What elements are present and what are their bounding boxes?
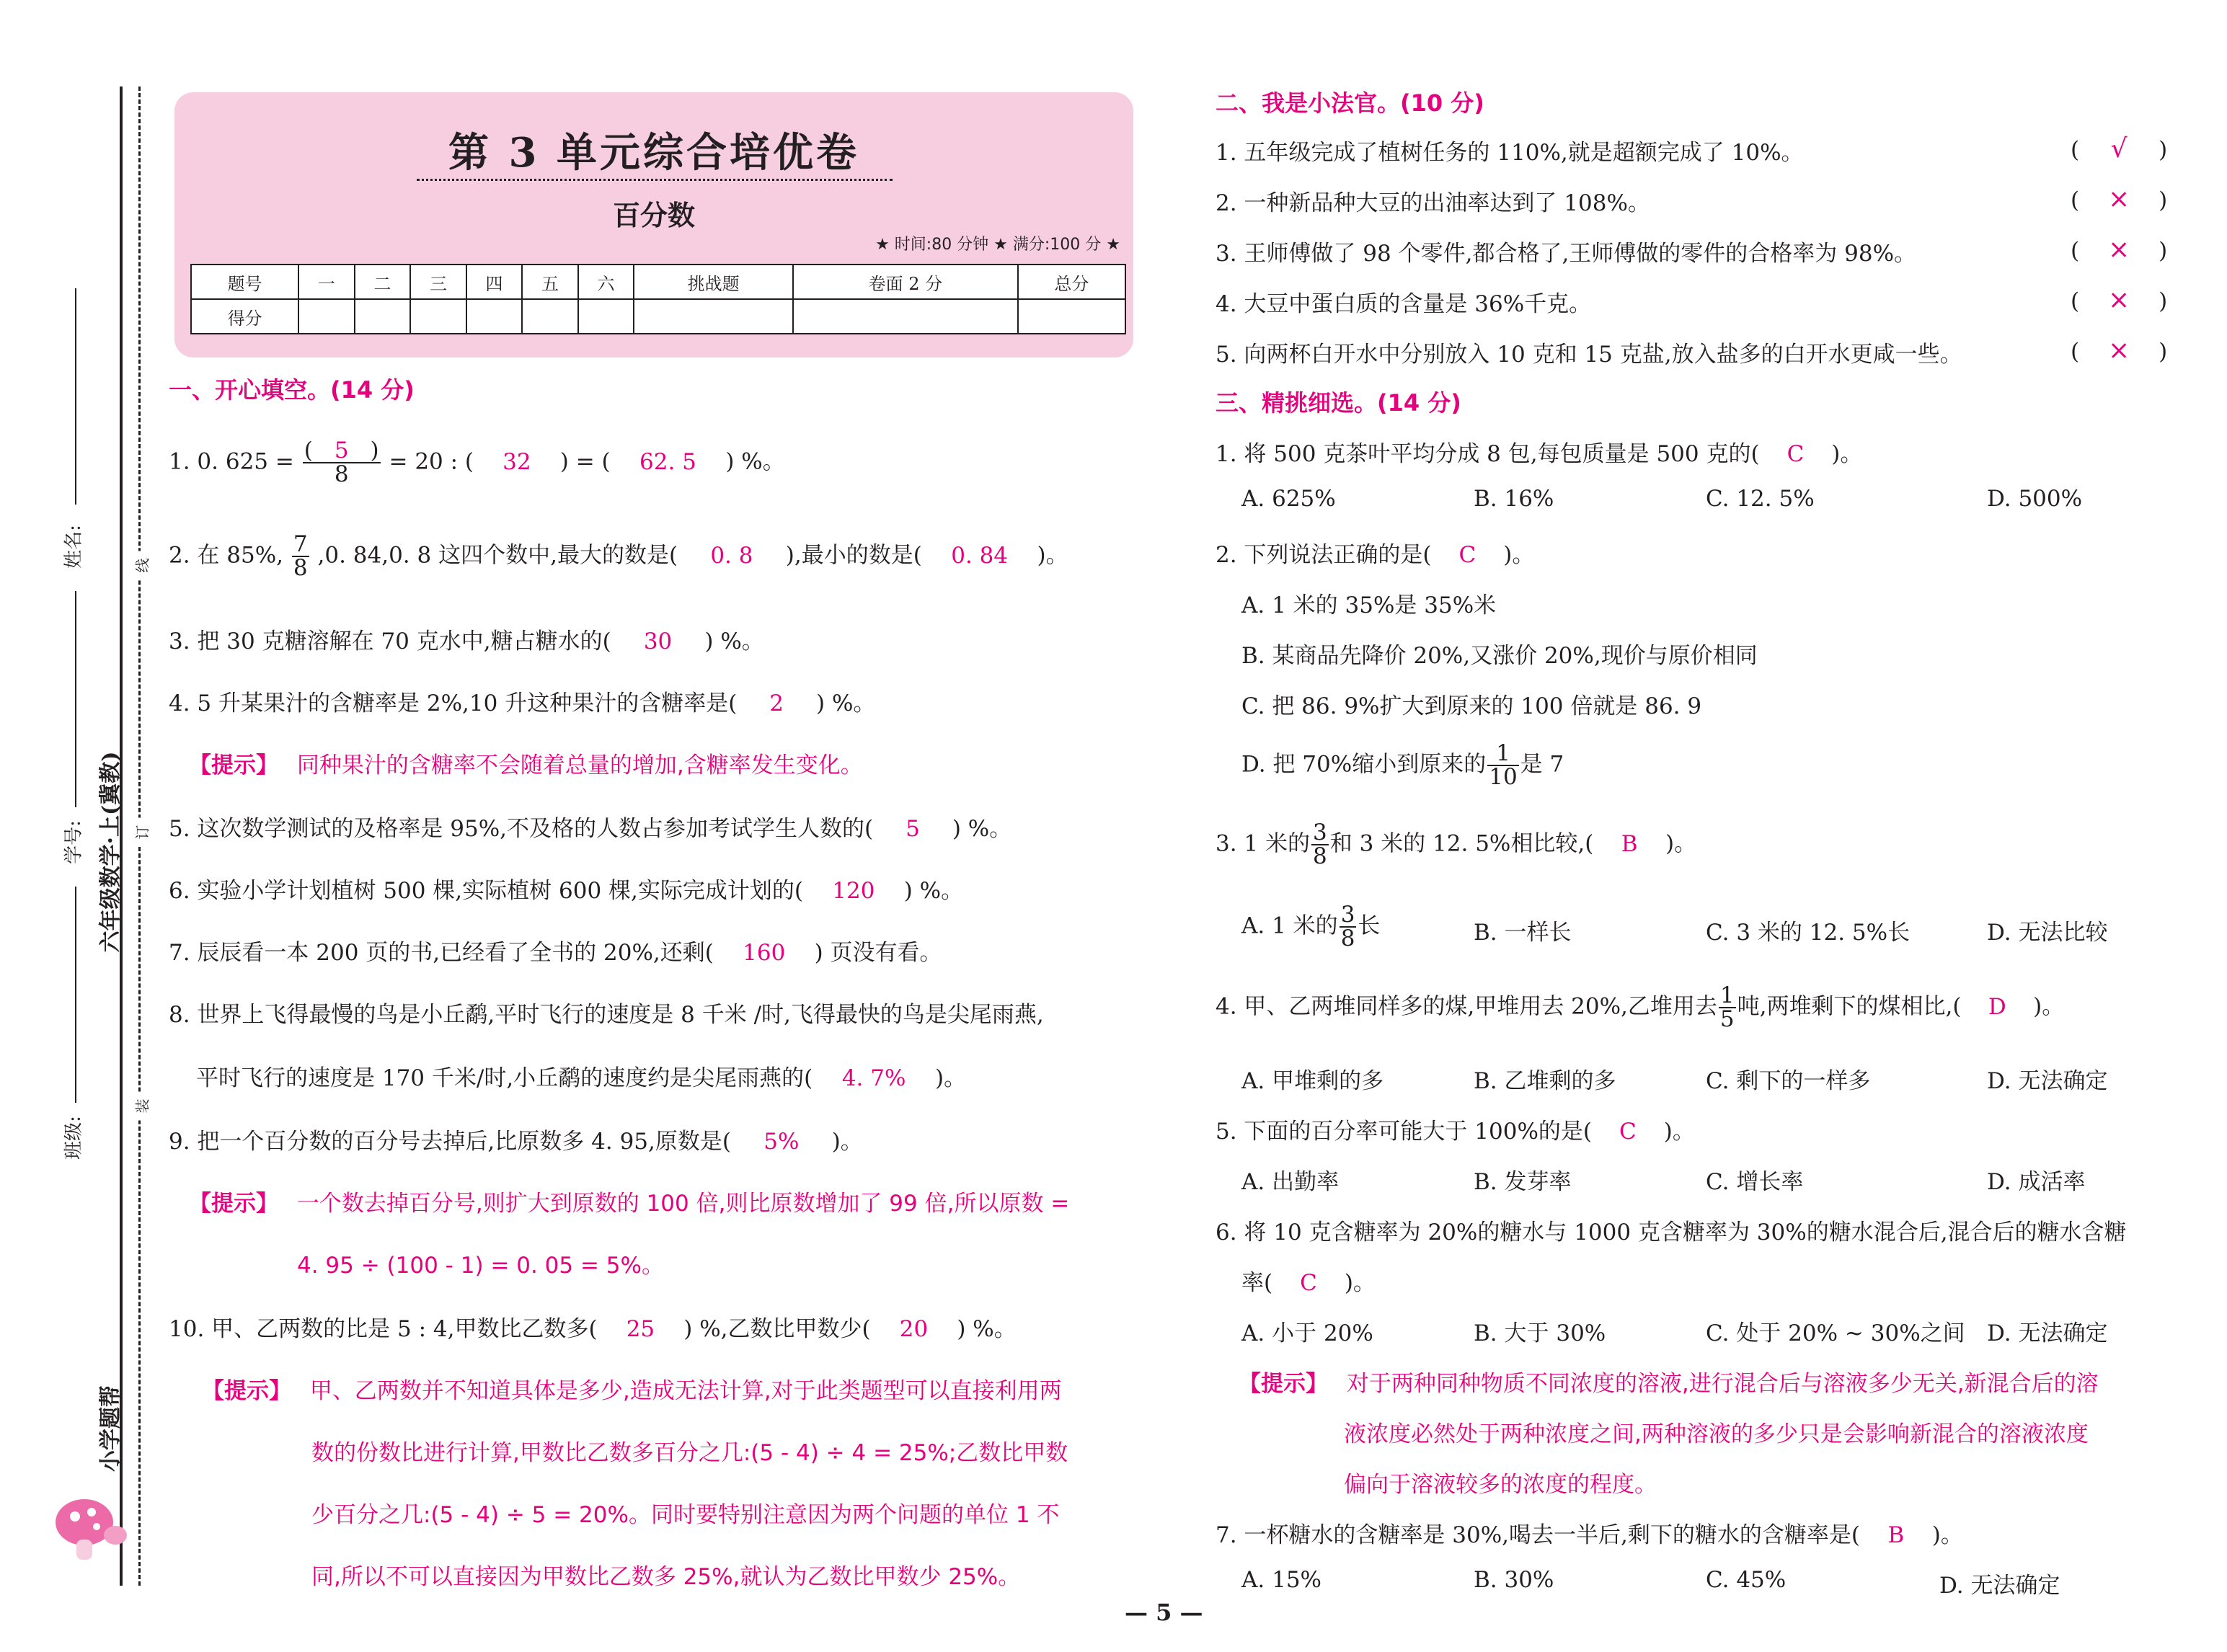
choice-q6-opt-d: D. 无法确定 xyxy=(1987,1320,2108,1346)
answer: 32 xyxy=(502,448,531,475)
number-underline xyxy=(75,591,76,807)
q1-1 xyxy=(169,440,785,486)
q-text: 率( xyxy=(1241,1270,1273,1296)
score-header-cell: 二 xyxy=(355,265,411,299)
fraction: $\frac{1}{5}$ xyxy=(1719,982,1735,1032)
answer: 120 xyxy=(832,878,875,904)
q-text: 和 3 米的 12. 5%相比较,( xyxy=(1329,830,1594,857)
q1-5 xyxy=(169,810,1011,843)
choice-q4-opt-a: A. 甲堆剩的多 xyxy=(1241,1068,1384,1094)
q-text: )。 xyxy=(831,1129,863,1155)
hint-tag: 【提示】 xyxy=(1239,1371,1328,1397)
answer: 20 xyxy=(899,1316,929,1342)
page-title: 第 3 单元综合培优卷 xyxy=(448,129,859,177)
answer: 5 xyxy=(334,438,349,463)
choice-q6-opt-a: A. 小于 20% xyxy=(1241,1320,1373,1346)
judge-item-3 xyxy=(1216,235,1916,267)
choice-q6-line1: 6. 将 10 克含糖率为 20%的糖水与 1000 克含糖率为 30%的糖水混合后,混合后的糖水含糖 xyxy=(1216,1220,2127,1245)
class-underline xyxy=(75,887,76,1103)
choice-q2 xyxy=(1216,536,1534,569)
hint-text: 同种果汁的含糖率不会随着总量的增加,含糖率发生变化。 xyxy=(296,752,863,778)
q-text: ) %。 xyxy=(957,1316,1017,1342)
q-text: ) %。 xyxy=(816,690,876,716)
choice-q5-opt-d: D. 成活率 xyxy=(1987,1169,2086,1195)
choice-q2-opt-c: C. 把 86. 9%扩大到原来的 100 倍就是 86. 9 xyxy=(1241,693,1702,719)
q-text: 4. 大豆中蛋白质的含量是 36%千克。 xyxy=(1216,291,1592,317)
choice-q7-opt-a: A. 15% xyxy=(1241,1567,1321,1593)
page-number: — 5 — xyxy=(1125,1599,1203,1626)
answer: 5% xyxy=(763,1129,800,1155)
hint-10-line4: 同,所以不可以直接因为甲数比乙数多 25%,就认为乙数比甲数少 25%。 xyxy=(311,1564,1021,1590)
section-3-title: 三、精挑细选。(14 分) xyxy=(1216,389,1461,417)
q-text: ) 页没有看。 xyxy=(814,940,942,966)
class-label: 班级: xyxy=(63,1116,85,1160)
choice-q7-opt-b: B. 30% xyxy=(1474,1567,1554,1593)
q1-2 xyxy=(169,533,1068,579)
section-2-title: 二、我是小法官。(10 分) xyxy=(1216,89,1484,117)
seal-mark-2: 订 xyxy=(131,818,152,847)
q-text: )。 xyxy=(1503,542,1535,568)
q-text: 3. 王师傅做了 98 个零件,都合格了,王师傅做的零件的合格率为 98%。 xyxy=(1216,241,1917,267)
q-text: 1. 0. 625 = xyxy=(169,448,294,475)
answer: 25 xyxy=(626,1316,655,1342)
score-table xyxy=(190,264,1126,334)
judge-answer-3[interactable]: ( × ) xyxy=(2071,235,2168,265)
choice-q3 xyxy=(1216,822,1696,868)
choice-q3-opt-a: A. 1 米的 $\frac{3}{8}$ 长 xyxy=(1241,902,1381,951)
score-cell[interactable] xyxy=(1018,299,1125,334)
judge-item-5 xyxy=(1216,336,1962,368)
answer: 0. 84 xyxy=(951,542,1009,569)
hint-4 xyxy=(189,747,863,779)
q-text: 2. 下列说法正确的是( xyxy=(1216,542,1432,568)
choice-q3-opt-c: C. 3 米的 12. 5%长 xyxy=(1706,920,1911,946)
q1-10 xyxy=(169,1310,1017,1343)
q-text: 1. 五年级完成了植树任务的 110%,就是超额完成了 10%。 xyxy=(1216,140,1804,166)
score-cell[interactable] xyxy=(410,299,466,334)
choice-q1 xyxy=(1216,435,1862,468)
judge-item-4 xyxy=(1216,285,1591,318)
fraction: $\frac{1}{10}$ xyxy=(1489,740,1518,790)
answer: C xyxy=(1619,1119,1637,1145)
answer: C xyxy=(1300,1270,1317,1296)
choice-q5-opt-a: A. 出勤率 xyxy=(1241,1169,1340,1195)
q-text: ) %。 xyxy=(903,878,964,904)
q-text: ),最小的数是( xyxy=(785,542,922,569)
choice-q6-opt-c: C. 处于 20% ~ 30%之间 xyxy=(1706,1320,1965,1346)
q-text: ,0. 84,0. 8 这四个数中,最大的数是( xyxy=(317,542,678,569)
check-mark-icon: √ xyxy=(2110,134,2128,164)
title-divider xyxy=(417,179,893,181)
score-header-cell: 六 xyxy=(578,265,634,299)
q-text: = 20 : ( xyxy=(389,448,474,475)
score-header-cell: 一 xyxy=(298,265,355,299)
hint-10 xyxy=(202,1372,1062,1405)
choice-q3-opt-b: B. 一样长 xyxy=(1474,920,1572,946)
answer: 160 xyxy=(743,940,786,966)
fraction-denominator: 8 xyxy=(334,461,349,487)
answer: 2 xyxy=(769,690,784,716)
seal-mark-3: 装 xyxy=(131,1092,152,1121)
score-cell[interactable] xyxy=(522,299,578,334)
q-text: 2. 在 85%, xyxy=(169,542,284,569)
choice-q1-opt-c: C. 12. 5% xyxy=(1706,486,1815,512)
hint-tag: 【提示】 xyxy=(189,752,278,778)
choice-q7 xyxy=(1216,1516,1963,1549)
choice-q6-opt-b: B. 大于 30% xyxy=(1474,1320,1606,1346)
hint-tag: 【提示】 xyxy=(189,1191,278,1217)
q-text: 5. 这次数学测试的及格率是 95%,不及格的人数占参加考试学生人数的( xyxy=(169,816,874,842)
cross-mark-icon: × xyxy=(2108,185,2130,214)
q-text: )。 xyxy=(935,1065,967,1091)
brand-label: 小学题帮 xyxy=(98,1385,123,1472)
choice-q7-opt-c: C. 45% xyxy=(1706,1567,1787,1593)
q-text: ) %。 xyxy=(952,816,1012,842)
cross-mark-icon: × xyxy=(2108,285,2130,315)
score-header-cell: 四 xyxy=(466,265,523,299)
q-text: )。 xyxy=(1663,1119,1695,1145)
name-label: 姓名: xyxy=(63,525,85,569)
score-header-cell: 三 xyxy=(410,265,466,299)
score-cell[interactable] xyxy=(793,299,1018,334)
q-text: ) %。 xyxy=(725,448,785,475)
q-text: 3. 把 30 克糖溶解在 70 克水中,糖占糖水的( xyxy=(169,629,611,654)
judge-answer-4[interactable]: ( × ) xyxy=(2071,285,2168,315)
q-text: 1. 将 500 克茶叶平均分成 8 包,每包质量是 500 克的( xyxy=(1216,441,1760,467)
answer: 4. 7% xyxy=(841,1065,906,1091)
book-label: 六年级数学·上(冀教) xyxy=(98,751,123,953)
choice-q2-opt-b: B. 某商品先降价 20%,又涨价 20%,现价与原价相同 xyxy=(1241,643,1758,669)
score-cell[interactable] xyxy=(634,299,793,334)
hint-tag: 【提示】 xyxy=(202,1378,291,1404)
q-text: )。 xyxy=(1037,542,1068,569)
seal-mark-1: 线 xyxy=(131,551,152,580)
answer: C xyxy=(1458,542,1476,568)
hint-10-line2: 数的份数比进行计算,甲数比乙数多百分之几:(5 - 4) ÷ 4 = 25%;乙数比甲数 xyxy=(311,1440,1068,1466)
hint-text: 甲、乙两数并不知道具体是多少,造成无法计算,对于此类题型可以直接利用两 xyxy=(309,1378,1062,1404)
q-text: )。 xyxy=(1665,830,1697,857)
q-text: 6. 实验小学计划植树 500 棵,实际植树 600 棵,实际完成计划的( xyxy=(169,878,803,904)
q-text: 平时飞行的速度是 170 千米/时,小丘鹬的速度约是尖尾雨燕的( xyxy=(196,1065,813,1091)
cross-mark-icon: × xyxy=(2108,235,2130,265)
choice-q4-opt-c: C. 剩下的一样多 xyxy=(1706,1068,1871,1094)
q1-8-line1: 8. 世界上飞得最慢的鸟是小丘鹬,平时飞行的速度是 8 千米 /时,飞得最快的鸟是尖尾雨燕, xyxy=(169,1002,1044,1028)
answer: 30 xyxy=(643,629,673,654)
q1-7 xyxy=(169,934,942,967)
hint-text: 对于两种同种物质不同浓度的溶液,进行混合后与溶液多少无关,新混合后的溶 xyxy=(1346,1371,2099,1397)
choice-q5-opt-b: B. 发芽率 xyxy=(1474,1169,1572,1195)
hint-9-line2: 4. 95 ÷ (100 - 1) = 0. 05 = 5%。 xyxy=(297,1253,664,1279)
score-header-cell: 五 xyxy=(522,265,578,299)
hint-choice-6-line3: 偏向于溶液较多的浓度的程度。 xyxy=(1344,1472,1657,1498)
choice-q2-opt-a: A. 1 米的 35%是 35%米 xyxy=(1241,592,1497,618)
hint-10-line3: 少百分之几:(5 - 4) ÷ 5 = 20%。同时要特别注意因为两个问题的单位 1 不 xyxy=(311,1502,1060,1528)
hint-choice-6-line2: 液浓度必然处于两种浓度之间,两种溶液的多少只是会影响新混合的溶液浓度 xyxy=(1344,1421,2089,1447)
q-text: 吨,两堆剩下的煤相比,( xyxy=(1737,993,1962,1020)
number-label: 学号: xyxy=(63,820,85,864)
answer: C xyxy=(1787,441,1805,467)
choice-q5 xyxy=(1216,1113,1695,1145)
q-text: 7. 辰辰看一本 200 页的书,已经看了全书的 20%,还剩( xyxy=(169,940,714,966)
score-value-row xyxy=(191,299,1125,334)
section-1-title: 一、开心填空。(14 分) xyxy=(169,376,415,404)
q-text: 9. 把一个百分数的百分号去掉后,比原数多 4. 95,原数是( xyxy=(169,1129,731,1155)
q-text: 10. 甲、乙两数的比是 5 : 4,甲数比乙数多( xyxy=(169,1316,598,1342)
q1-9 xyxy=(169,1123,863,1155)
q-text: ) %,乙数比甲数少( xyxy=(683,1316,871,1342)
answer: D xyxy=(1988,993,2006,1020)
score-header-cell: 卷面 2 分 xyxy=(793,265,1018,299)
answer: B xyxy=(1887,1522,1905,1548)
answer: 0. 8 xyxy=(710,542,753,569)
judge-item-2 xyxy=(1216,185,1650,217)
answer: 62. 5 xyxy=(639,448,696,475)
fraction: $\frac{3}{8}$ xyxy=(1340,902,1355,951)
page-subtitle: 百分数 xyxy=(612,200,695,231)
q2-fraction: $\frac{7}{8}$ xyxy=(293,531,308,581)
q-text: ) %。 xyxy=(704,629,764,654)
choice-q3-opt-d: D. 无法比较 xyxy=(1987,920,2108,946)
q-text: 5. 下面的百分率可能大于 100%的是( xyxy=(1216,1119,1593,1145)
q-text: ) = ( xyxy=(559,448,611,475)
q-text: 4. 5 升某果汁的含糖率是 2%,10 升这种果汁的含糖率是( xyxy=(169,690,738,716)
choice-q5-opt-c: C. 增长率 xyxy=(1706,1169,1804,1195)
q-text: 5. 向两杯白开水中分别放入 10 克和 15 克盐,放入盐多的白开水更咸一些。 xyxy=(1216,342,1962,368)
fraction: $\frac{3}{8}$ xyxy=(1313,820,1327,869)
q-text: )。 xyxy=(1344,1270,1376,1296)
hint-choice-6 xyxy=(1239,1365,2099,1398)
score-header-cell: 挑战题 xyxy=(634,265,793,299)
score-header-row xyxy=(191,265,1125,299)
answer: B xyxy=(1621,830,1638,857)
q-text: 2. 一种新品种大豆的出油率达到了 108%。 xyxy=(1216,190,1650,216)
q-text: )。 xyxy=(2033,993,2065,1020)
answer: 5 xyxy=(906,816,920,842)
score-header-cell: 总分 xyxy=(1018,265,1125,299)
q1-fraction: $\frac{( 5 )}{8}$ xyxy=(304,438,379,487)
hint-9 xyxy=(189,1185,1069,1217)
choice-q2-opt-d: D. 把 70%缩小到原来的 $\frac{1}{10}$ 是 7 xyxy=(1241,740,1564,790)
score-row-label: 得分 xyxy=(191,299,298,334)
q-text: 3. 1 米的 xyxy=(1216,830,1311,857)
q1-8-line2 xyxy=(196,1060,966,1092)
judge-answer-5[interactable]: ( × ) xyxy=(2071,336,2168,365)
choice-q4-opt-d: D. 无法确定 xyxy=(1987,1068,2108,1094)
q-text: )。 xyxy=(1831,441,1863,467)
score-cell[interactable] xyxy=(578,299,634,334)
choice-q1-opt-b: B. 16% xyxy=(1474,486,1554,512)
choice-q7-opt-d: D. 无法确定 xyxy=(1939,1573,2060,1599)
judge-answer-2[interactable]: ( × ) xyxy=(2071,185,2168,214)
q-text: 7. 一杯糖水的含糖率是 30%,喝去一半后,剩下的糖水的含糖率是( xyxy=(1216,1522,1860,1548)
name-underline xyxy=(75,288,76,505)
cross-mark-icon: × xyxy=(2108,336,2130,365)
score-cell[interactable] xyxy=(298,299,355,334)
score-cell[interactable] xyxy=(355,299,411,334)
judge-item-1 xyxy=(1216,134,1804,166)
exam-meta: ★ 时间:80 分钟 ★ 满分:100 分 ★ xyxy=(875,236,1120,254)
score-cell[interactable] xyxy=(466,299,523,334)
score-header-cell: 题号 xyxy=(191,265,298,299)
choice-q4-opt-b: B. 乙堆剩的多 xyxy=(1474,1068,1616,1094)
q1-3 xyxy=(169,623,764,655)
q-text: 4. 甲、乙两堆同样多的煤,甲堆用去 20%,乙堆用去 xyxy=(1216,993,1717,1020)
q1-6 xyxy=(169,872,963,905)
mushroom-logo-icon xyxy=(52,1492,131,1564)
choice-q6-line2 xyxy=(1241,1264,1376,1297)
choice-q4 xyxy=(1216,982,2065,1032)
hint-text: 一个数去掉百分号,则扩大到原数的 100 倍,则比原数增加了 99 倍,所以原数 = xyxy=(296,1191,1070,1217)
choice-q1-opt-d: D. 500% xyxy=(1987,486,2083,512)
choice-q1-opt-a: A. 625% xyxy=(1241,486,1336,512)
q1-4 xyxy=(169,685,875,717)
header-panel xyxy=(174,92,1133,358)
q-text: )。 xyxy=(1931,1522,1963,1548)
judge-answer-1[interactable]: ( √ ) xyxy=(2071,134,2168,164)
